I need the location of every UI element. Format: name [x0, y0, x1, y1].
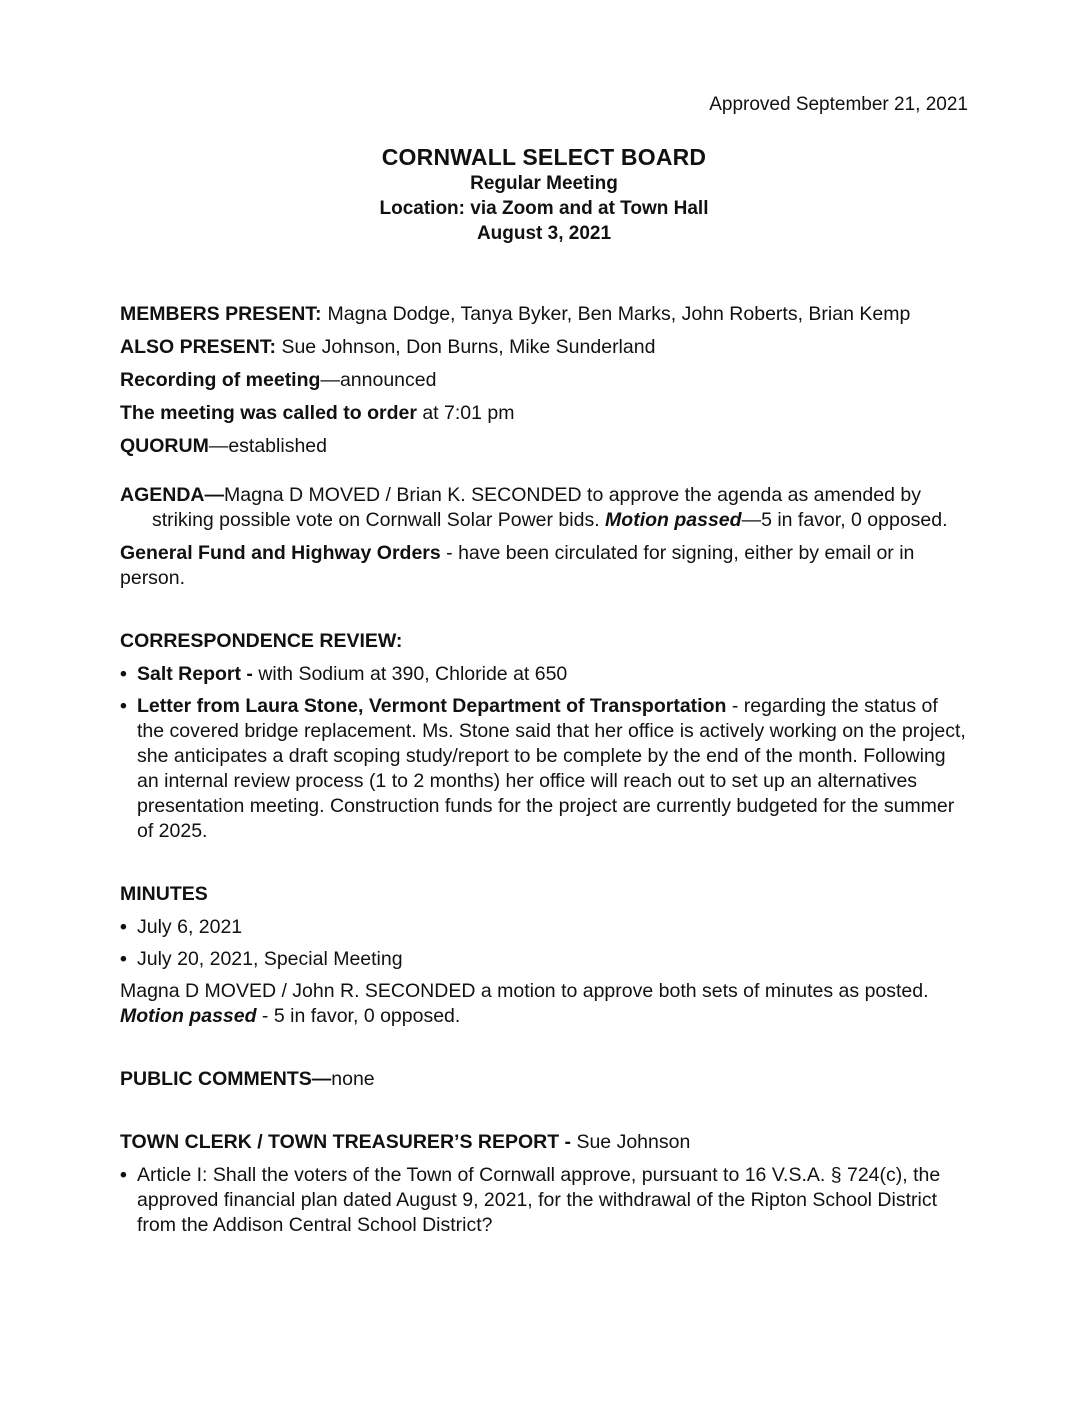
- document-header: [0, 144, 1088, 246]
- clerk-list: [120, 1163, 968, 1238]
- item-text: - regarding the status of the covered bridge replacement. Ms. Stone said that her office is actively working on the project, she anticipates a draft scoping study/report to be complete by the end of the month. Following an internal review process (1 to 2 months) her office will reach out to set up an alternatives presentation meeting. Construction funds for the project are currently budgeted for the summer of 2025.: [137, 695, 966, 842]
- called-value: at 7:01 pm: [416, 402, 515, 424]
- minutes-motion: [120, 979, 968, 1029]
- recording-value: —announced: [320, 369, 437, 391]
- clerk-report-heading: [120, 1130, 968, 1155]
- also-present: [120, 335, 968, 360]
- minutes-text: Magna D MOVED / John R. SECONDED a motion to approve both sets of minutes as posted.: [120, 980, 929, 1002]
- clerk-label: TOWN CLERK / TOWN TREASURER’S REPORT -: [120, 1131, 577, 1153]
- quorum: [120, 434, 968, 459]
- item-label: Letter from Laura Stone, Vermont Department of Transportation: [137, 695, 727, 717]
- also-label: ALSO PRESENT:: [120, 336, 277, 358]
- list-item: • July 6, 2021: [120, 915, 968, 940]
- list-item: • Article I: Shall the voters of the Town of Cornwall approve, pursuant to 16 V.S.A. § 724(c), the approved financial plan dated August 9, 2021, for the withdrawal of the Ripton School District from the Addison Central School District?: [120, 1163, 968, 1238]
- call-to-order: [120, 401, 968, 426]
- correspondence-list: [120, 662, 968, 844]
- minutes-list: [120, 915, 968, 972]
- minutes-body: [120, 302, 968, 1245]
- agenda-label: AGENDA—: [120, 484, 225, 506]
- board-title: CORNWALL SELECT BOARD: [381, 144, 707, 170]
- quorum-label: QUORUM: [120, 435, 209, 457]
- called-label: The meeting was called to order: [120, 402, 417, 424]
- orders-text: - have been circulated for signing, either by email or in person.: [120, 542, 915, 589]
- item-text: with Sodium at 390, Chloride at 650: [258, 663, 568, 685]
- list-item: [120, 662, 968, 687]
- recording-notice: [120, 368, 968, 393]
- item-label: Salt Report -: [137, 663, 259, 685]
- list-item: • July 20, 2021, Special Meeting: [120, 947, 968, 972]
- members-value: Magna Dodge, Tanya Byker, Ben Marks, John Roberts, Brian Kemp: [327, 303, 911, 325]
- minutes-heading: MINUTES: [120, 883, 208, 905]
- members-present: [120, 302, 968, 327]
- minutes-motion-label: Motion passed: [120, 1005, 257, 1027]
- meeting-location: Location: via Zoom and at Town Hall: [379, 198, 709, 219]
- minutes-result: - 5 in favor, 0 opposed.: [256, 1005, 461, 1027]
- orders-item: [120, 541, 968, 591]
- agenda-motion: Motion passed: [605, 509, 742, 531]
- meeting-date: August 3, 2021: [476, 223, 612, 244]
- approval-date: Approved September 21, 2021: [709, 94, 968, 115]
- public-label: PUBLIC COMMENTS—: [120, 1068, 332, 1090]
- members-label: MEMBERS PRESENT:: [120, 303, 322, 325]
- recording-label: Recording of meeting: [120, 369, 321, 391]
- correspondence-heading: CORRESPONDENCE REVIEW:: [120, 630, 403, 652]
- public-comments: [120, 1067, 968, 1092]
- agenda-result: —5 in favor, 0 opposed.: [741, 509, 948, 531]
- agenda-text: Magna D MOVED / Brian K. SECONDED to approve the agenda as amended by striking possible vote on Cornwall Solar Power bids.: [152, 484, 921, 531]
- list-item: [120, 694, 968, 844]
- quorum-value: —established: [208, 435, 327, 457]
- clerk-value: Sue Johnson: [576, 1131, 691, 1153]
- meeting-type: Regular Meeting: [470, 173, 618, 194]
- public-value: none: [331, 1068, 375, 1090]
- agenda-item: [120, 483, 968, 533]
- orders-label: General Fund and Highway Orders: [120, 542, 441, 564]
- also-value: Sue Johnson, Don Burns, Mike Sunderland: [276, 336, 656, 358]
